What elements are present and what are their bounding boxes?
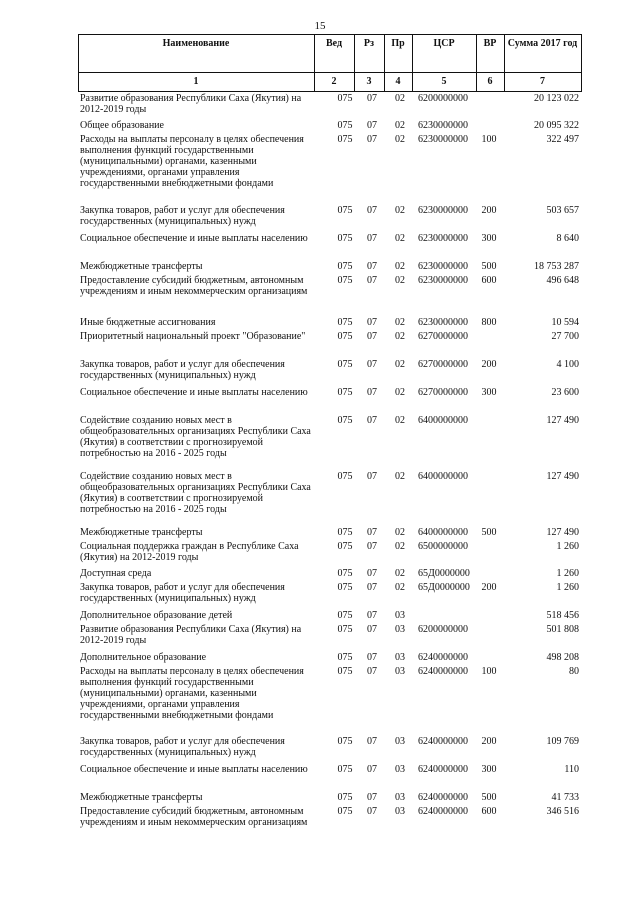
header-sum: Сумма 2017 год xyxy=(507,38,578,49)
header-rz: Рз xyxy=(363,38,375,49)
row-ved: 075 xyxy=(337,387,353,398)
row-ved: 075 xyxy=(337,541,353,552)
row-ved: 075 xyxy=(337,764,353,775)
row-name: Межбюджетные трансферты xyxy=(80,261,203,272)
row-sum: 27 700 xyxy=(551,331,579,342)
row-ved: 075 xyxy=(337,736,353,747)
row-csr: 6270000000 xyxy=(418,387,468,398)
row-name: Межбюджетные трансферты xyxy=(80,527,203,538)
row-name: Развитие образования Республики Саха (Якутия) на 2012-2019 годы xyxy=(80,93,302,115)
row-pr: 02 xyxy=(395,568,405,579)
row-csr: 6240000000 xyxy=(418,806,468,817)
header-divider xyxy=(78,72,582,73)
row-pr: 02 xyxy=(395,317,405,328)
row-ved: 075 xyxy=(337,205,353,216)
row-rz: 07 xyxy=(367,792,377,803)
row-sum: 1 260 xyxy=(556,582,579,593)
row-sum: 1 260 xyxy=(556,541,579,552)
row-sum: 23 600 xyxy=(551,387,579,398)
column-number: 4 xyxy=(395,76,401,87)
row-rz: 07 xyxy=(367,359,377,370)
row-rz: 07 xyxy=(367,624,377,635)
row-pr: 02 xyxy=(395,387,405,398)
row-ved: 075 xyxy=(337,652,353,663)
row-ved: 075 xyxy=(337,359,353,370)
row-csr: 6240000000 xyxy=(418,792,468,803)
row-pr: 03 xyxy=(395,666,405,677)
column-number: 1 xyxy=(193,76,199,87)
header-ved: Вед xyxy=(325,38,343,49)
row-ved: 075 xyxy=(337,471,353,482)
row-csr: 6270000000 xyxy=(418,331,468,342)
row-csr: 6400000000 xyxy=(418,415,468,426)
row-rz: 07 xyxy=(367,666,377,677)
header-pr: Пр xyxy=(391,38,405,49)
row-pr: 02 xyxy=(395,331,405,342)
column-number: 3 xyxy=(366,76,372,87)
row-csr: 6230000000 xyxy=(418,134,468,145)
row-vr: 500 xyxy=(481,261,497,272)
row-pr: 03 xyxy=(395,792,405,803)
row-pr: 02 xyxy=(395,582,405,593)
row-rz: 07 xyxy=(367,568,377,579)
row-name: Социальное обеспечение и иные выплаты населению xyxy=(80,764,308,775)
row-csr: 6230000000 xyxy=(418,120,468,131)
header-vr: ВР xyxy=(483,38,497,49)
column-number: 2 xyxy=(331,76,337,87)
row-pr: 02 xyxy=(395,233,405,244)
row-pr: 03 xyxy=(395,610,405,621)
row-rz: 07 xyxy=(367,205,377,216)
row-pr: 02 xyxy=(395,527,405,538)
row-vr: 100 xyxy=(481,134,497,145)
row-pr: 02 xyxy=(395,415,405,426)
row-ved: 075 xyxy=(337,134,353,145)
row-rz: 07 xyxy=(367,541,377,552)
row-ved: 075 xyxy=(337,610,353,621)
row-vr: 800 xyxy=(481,317,497,328)
row-rz: 07 xyxy=(367,764,377,775)
row-csr: 6230000000 xyxy=(418,317,468,328)
row-csr: 65Д0000000 xyxy=(418,582,470,593)
row-ved: 075 xyxy=(337,120,353,131)
row-pr: 03 xyxy=(395,624,405,635)
row-csr: 6230000000 xyxy=(418,275,468,286)
row-vr: 300 xyxy=(481,233,497,244)
row-sum: 41 733 xyxy=(551,792,579,803)
row-rz: 07 xyxy=(367,652,377,663)
header-rule xyxy=(581,35,582,92)
row-name: Расходы на выплаты персоналу в целях обеспечения выполнения функций государственными (муниципальными) органами, казенными учреждениями, органами управления государственными внебюджетными фондами xyxy=(80,666,304,721)
row-name: Содействие созданию новых мест в общеобразовательных организациях Республики Саха (Якутия) в соответствии с прогнозируемой потребностью на 2016 - 2025 годы xyxy=(80,471,311,515)
row-rz: 07 xyxy=(367,261,377,272)
row-sum: 127 490 xyxy=(546,527,579,538)
header-csr: ЦСР xyxy=(433,38,455,49)
row-rz: 07 xyxy=(367,120,377,131)
row-rz: 07 xyxy=(367,93,377,104)
row-csr: 6240000000 xyxy=(418,652,468,663)
row-csr: 6240000000 xyxy=(418,764,468,775)
row-rz: 07 xyxy=(367,610,377,621)
row-rz: 07 xyxy=(367,582,377,593)
row-vr: 600 xyxy=(481,275,497,286)
row-ved: 075 xyxy=(337,527,353,538)
row-pr: 03 xyxy=(395,736,405,747)
row-csr: 6400000000 xyxy=(418,527,468,538)
row-name: Социальное обеспечение и иные выплаты населению xyxy=(80,387,308,398)
row-name: Социальная поддержка граждан в Республике Саха (Якутия) на 2012-2019 годы xyxy=(80,541,299,563)
row-name: Развитие образования Республики Саха (Якутия) на 2012-2019 годы xyxy=(80,624,302,646)
row-pr: 03 xyxy=(395,652,405,663)
row-rz: 07 xyxy=(367,736,377,747)
row-name: Дополнительное образование xyxy=(80,652,207,663)
row-rz: 07 xyxy=(367,387,377,398)
row-sum: 518 456 xyxy=(546,610,579,621)
row-pr: 02 xyxy=(395,359,405,370)
row-name: Дополнительное образование детей xyxy=(80,610,233,621)
row-ved: 075 xyxy=(337,806,353,817)
row-pr: 03 xyxy=(395,806,405,817)
row-sum: 346 516 xyxy=(546,806,579,817)
row-sum: 4 100 xyxy=(556,359,579,370)
row-vr: 500 xyxy=(481,527,497,538)
row-sum: 501 808 xyxy=(546,624,579,635)
row-sum: 1 260 xyxy=(556,568,579,579)
row-pr: 02 xyxy=(395,120,405,131)
row-vr: 500 xyxy=(481,792,497,803)
row-sum: 109 769 xyxy=(546,736,579,747)
row-csr: 6230000000 xyxy=(418,261,468,272)
row-rz: 07 xyxy=(367,233,377,244)
row-csr: 6500000000 xyxy=(418,541,468,552)
row-rz: 07 xyxy=(367,275,377,286)
page-number: 15 xyxy=(314,20,326,32)
row-sum: 80 xyxy=(569,666,579,677)
row-sum: 498 208 xyxy=(546,652,579,663)
row-name: Предоставление субсидий бюджетным, автономным учреждениям и иным некоммерческим организациям xyxy=(80,275,308,297)
row-sum: 20 123 022 xyxy=(534,93,579,104)
row-rz: 07 xyxy=(367,806,377,817)
row-sum: 127 490 xyxy=(546,415,579,426)
row-name: Предоставление субсидий бюджетным, автономным учреждениям и иным некоммерческим организациям xyxy=(80,806,308,828)
row-sum: 110 xyxy=(564,764,579,775)
row-csr: 6400000000 xyxy=(418,471,468,482)
row-vr: 600 xyxy=(481,806,497,817)
row-name: Расходы на выплаты персоналу в целях обеспечения выполнения функций государственными (муниципальными) органами, казенными учреждениями, органами управления государственными внебюджетными фондами xyxy=(80,134,304,189)
row-sum: 8 640 xyxy=(556,233,579,244)
row-vr: 100 xyxy=(481,666,497,677)
row-vr: 200 xyxy=(481,205,497,216)
row-sum: 322 497 xyxy=(546,134,579,145)
row-vr: 300 xyxy=(481,764,497,775)
column-number: 6 xyxy=(487,76,493,87)
row-vr: 300 xyxy=(481,387,497,398)
row-name: Межбюджетные трансферты xyxy=(80,792,203,803)
row-name: Закупка товаров, работ и услуг для обеспечения государственных (муниципальных) нужд xyxy=(80,205,285,227)
row-ved: 075 xyxy=(337,275,353,286)
row-name: Содействие созданию новых мест в общеобразовательных организациях Республики Саха (Якутия) в соответствии с прогнозируемой потребностью на 2016 - 2025 годы xyxy=(80,415,311,459)
row-ved: 075 xyxy=(337,93,353,104)
row-name: Приоритетный национальный проект "Образование" xyxy=(80,331,306,342)
header-name: Наименование xyxy=(162,38,230,49)
row-pr: 02 xyxy=(395,541,405,552)
row-vr: 200 xyxy=(481,582,497,593)
row-csr: 6240000000 xyxy=(418,736,468,747)
column-number: 5 xyxy=(441,76,447,87)
row-ved: 075 xyxy=(337,317,353,328)
row-name: Закупка товаров, работ и услуг для обеспечения государственных (муниципальных) нужд xyxy=(80,359,285,381)
row-ved: 075 xyxy=(337,582,353,593)
row-ved: 075 xyxy=(337,331,353,342)
row-pr: 03 xyxy=(395,764,405,775)
row-vr: 200 xyxy=(481,359,497,370)
row-ved: 075 xyxy=(337,624,353,635)
row-ved: 075 xyxy=(337,568,353,579)
table-header xyxy=(78,34,582,92)
row-csr: 6230000000 xyxy=(418,205,468,216)
row-csr: 6230000000 xyxy=(418,233,468,244)
row-sum: 20 095 322 xyxy=(534,120,579,131)
row-ved: 075 xyxy=(337,233,353,244)
row-ved: 075 xyxy=(337,666,353,677)
row-name: Закупка товаров, работ и услуг для обеспечения государственных (муниципальных) нужд xyxy=(80,582,285,604)
row-sum: 503 657 xyxy=(546,205,579,216)
row-ved: 075 xyxy=(337,415,353,426)
row-ved: 075 xyxy=(337,792,353,803)
column-number: 7 xyxy=(540,76,545,87)
row-csr: 6200000000 xyxy=(418,624,468,635)
row-pr: 02 xyxy=(395,205,405,216)
row-sum: 496 648 xyxy=(546,275,579,286)
row-sum: 18 753 287 xyxy=(534,261,579,272)
row-rz: 07 xyxy=(367,331,377,342)
row-pr: 02 xyxy=(395,93,405,104)
row-name: Доступная среда xyxy=(80,568,152,579)
row-vr: 200 xyxy=(481,736,497,747)
row-pr: 02 xyxy=(395,261,405,272)
row-pr: 02 xyxy=(395,134,405,145)
row-sum: 10 594 xyxy=(551,317,579,328)
row-pr: 02 xyxy=(395,471,405,482)
row-rz: 07 xyxy=(367,317,377,328)
row-rz: 07 xyxy=(367,527,377,538)
header-bottom-rule xyxy=(78,91,582,92)
row-rz: 07 xyxy=(367,415,377,426)
row-ved: 075 xyxy=(337,261,353,272)
row-csr: 65Д0000000 xyxy=(418,568,470,579)
row-csr: 6240000000 xyxy=(418,666,468,677)
row-sum: 127 490 xyxy=(546,471,579,482)
row-name: Социальное обеспечение и иные выплаты населению xyxy=(80,233,308,244)
row-csr: 6200000000 xyxy=(418,93,468,104)
row-rz: 07 xyxy=(367,134,377,145)
row-name: Закупка товаров, работ и услуг для обеспечения государственных (муниципальных) нужд xyxy=(80,736,285,758)
row-name: Иные бюджетные ассигнования xyxy=(80,317,216,328)
row-pr: 02 xyxy=(395,275,405,286)
row-name: Общее образование xyxy=(80,120,164,131)
row-rz: 07 xyxy=(367,471,377,482)
row-csr: 6270000000 xyxy=(418,359,468,370)
